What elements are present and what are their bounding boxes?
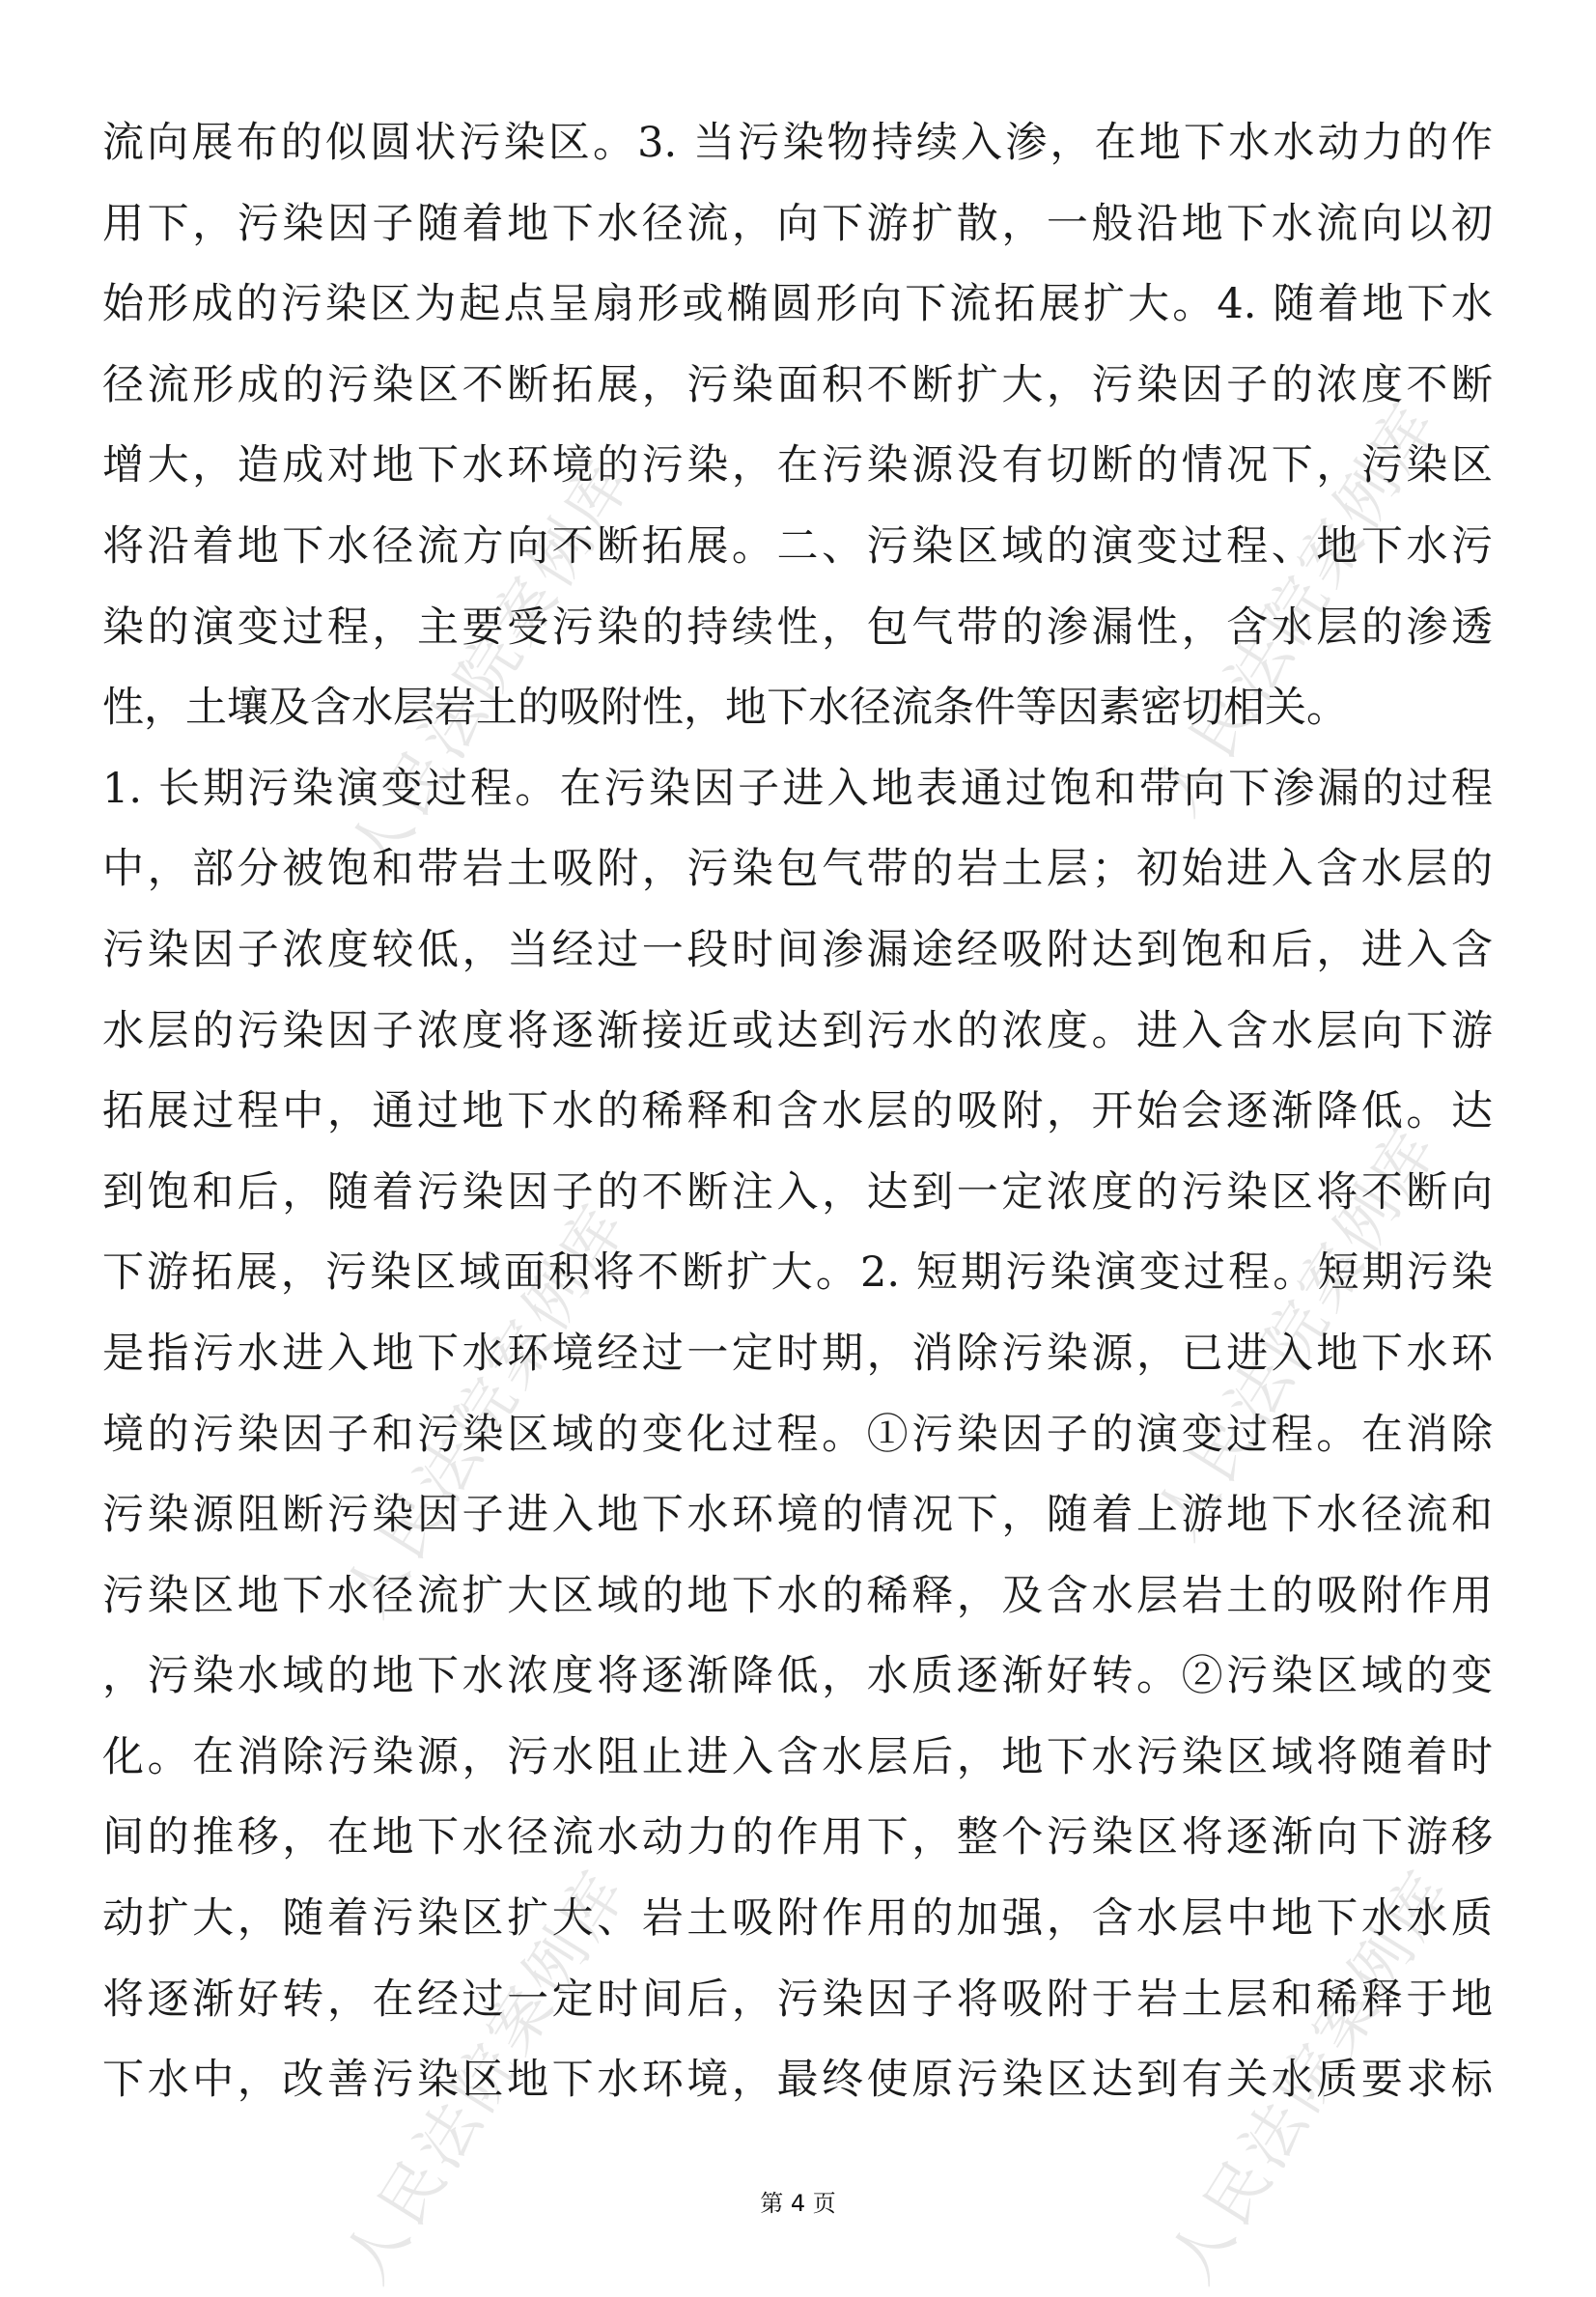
text-line: 到饱和后，随着污染因子的不断注入，达到一定浓度的污染区将不断向: [102, 1167, 1493, 1217]
text-line: 流向展布的似圆状污染区。3. 当污染物持续入渗，在地下水水动力的作: [102, 119, 1493, 167]
text-line: 是指污水进入地下水环境经过一定时期，消除污染源，已进入地下水环: [102, 1329, 1493, 1378]
text-line: 化。在消除污染源，污水阻止进入含水层后，地下水污染区域将随着时: [102, 1732, 1493, 1781]
text-line: 性，土壤及含水层岩土的吸附性，地下水径流条件等因素密切相关。: [102, 684, 1348, 733]
text-line: 始形成的污染区为起点呈扇形或椭圆形向下流拓展扩大。4. 随着地下水: [102, 280, 1493, 329]
watermark: 人民法院案例库: [330, 1190, 643, 1630]
text-line: 1. 长期污染演变过程。在污染因子进入地表通过饱和带向下渗漏的过程: [102, 764, 1493, 813]
text-line: 径流形成的污染区不断拓展，污染面积不断扩大，污染因子的浓度不断: [102, 360, 1493, 409]
text-line: 下水中，改善污染区地下水环境，最终使原污染区达到有关水质要求标: [102, 2056, 1493, 2105]
text-line: 动扩大，随着污染区扩大、岩土吸附作用的加强，含水层中地下水水质: [102, 1894, 1493, 1944]
body-text: [102, 114, 1493, 2132]
watermark: 人民法院案例库: [335, 446, 648, 886]
text-line: 将沿着地下水径流方向不断拓展。二、污染区域的演变过程、地下水污: [102, 521, 1493, 571]
text-line: 染的演变过程，主要受污染的持续性，包气带的渗漏性，含水层的渗透: [102, 602, 1493, 652]
text-line: 污染因子浓度较低，当经过一段时间渗漏途经吸附达到饱和后，进入含: [102, 925, 1493, 974]
text-line: 下游拓展，污染区域面积将不断扩大。2. 短期污染演变过程。短期污染: [102, 1248, 1493, 1298]
text-line: 拓展过程中，通过地下水的稀释和含水层的吸附，开始会逐渐降低。达: [102, 1087, 1493, 1136]
text-line: 间的推移，在地下水径流水动力的作用下，整个污染区将逐渐向下游移: [102, 1813, 1493, 1863]
text-line: 增大，造成对地下水环境的污染，在污染源没有切断的情况下，污染区: [102, 441, 1493, 490]
text-line: 污染区地下水径流扩大区域的地下水的稀释，及含水层岩土的吸附作用: [102, 1571, 1493, 1620]
watermark: 人民法院案例库: [1141, 1112, 1454, 1553]
text-line: 境的污染因子和污染区域的变化过程。①污染因子的演变过程。在消除: [102, 1410, 1493, 1459]
text-line: 中，部分被饱和带岩土吸附，污染包气带的岩土层；初始进入含水层的: [102, 845, 1493, 894]
watermark: 人民法院案例库: [1141, 388, 1454, 828]
watermark: 人民法院案例库: [1156, 1856, 1469, 2296]
text-line: 污染源阻断污染因子进入地下水环境的情况下，随着上游地下水径流和: [102, 1491, 1493, 1540]
page-number: 第 4 页: [760, 2190, 836, 2217]
text-line: 将逐渐好转，在经过一定时间后，污染因子将吸附于岩土层和稀释于地: [102, 1975, 1493, 2024]
watermark: 人民法院案例库: [330, 1856, 643, 2296]
text-line: 用下，污染因子随着地下水径流，向下游扩散，一般沿地下水流向以初: [102, 199, 1493, 248]
text-line: ，污染水域的地下水浓度将逐渐降低，水质逐渐好转。②污染区域的变: [102, 1652, 1493, 1701]
text-line: 水层的污染因子浓度将逐渐接近或达到污水的浓度。进入含水层向下游: [102, 1006, 1493, 1055]
